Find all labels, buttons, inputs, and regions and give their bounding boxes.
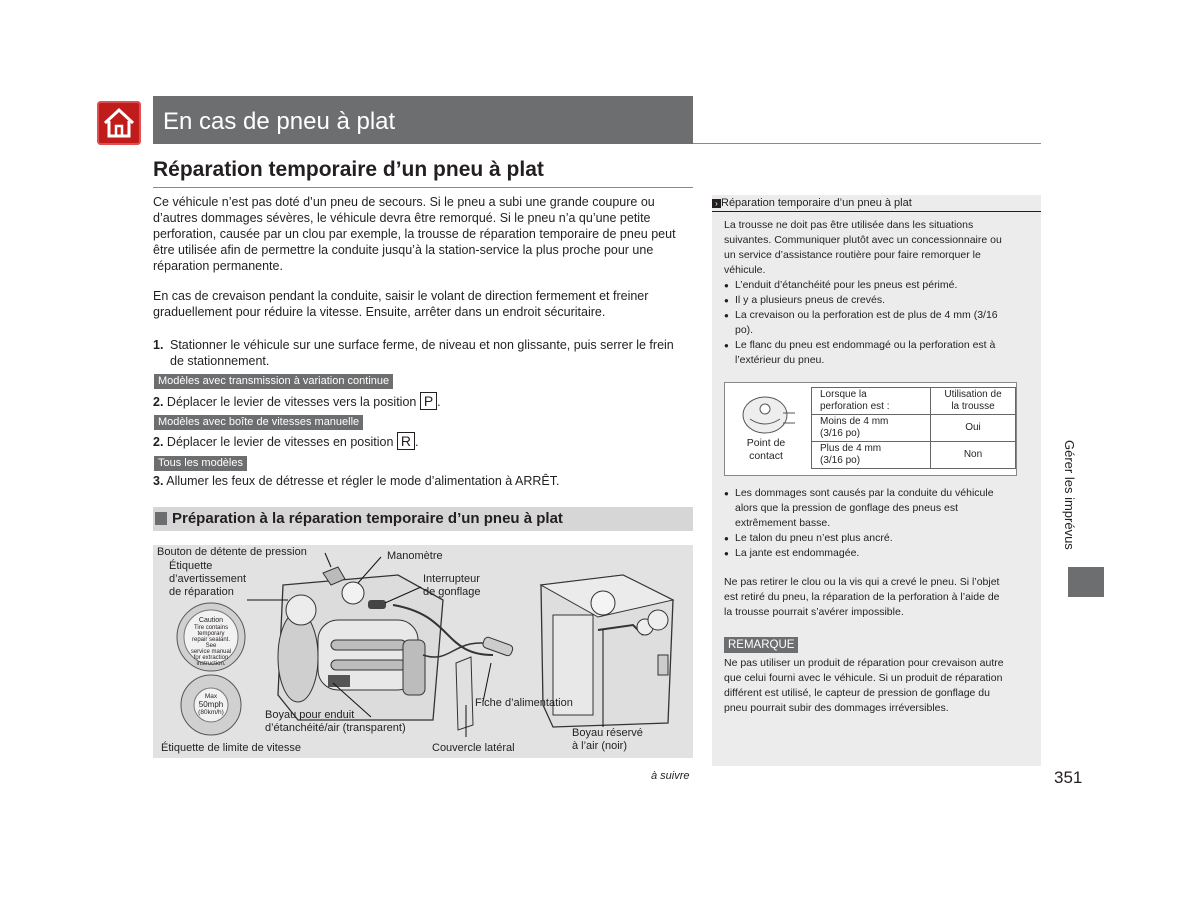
text-line: Étiquette xyxy=(169,560,213,572)
text-line: repair sealant. xyxy=(191,637,231,643)
text-line: Plus de 4 mm xyxy=(820,443,882,454)
sidebar-bullets-2 xyxy=(724,486,1024,561)
section-divider xyxy=(153,187,693,188)
page-number: 351 xyxy=(1054,768,1083,787)
text-line: ● L’enduit d’étanchéité pour les pneus est périmé. xyxy=(735,279,958,291)
sidebar-nail-paragraph xyxy=(724,575,1024,620)
gear-p-key: P xyxy=(420,392,437,410)
text-line: instruction. xyxy=(196,661,226,667)
text-line: Caution xyxy=(198,617,224,624)
step-number: 2. xyxy=(153,435,164,449)
text-line: un service d’assistance routière pour faire remorquer le xyxy=(724,249,981,261)
text-line: (80km/h) xyxy=(198,709,224,716)
text-line: po). xyxy=(735,324,754,336)
driving-paragraph xyxy=(153,288,693,320)
step-number: 3. xyxy=(153,474,164,488)
text-line: Max xyxy=(204,693,218,700)
table-row xyxy=(812,442,1016,469)
text-line: ● Les dommages sont causés par la conduite du véhicule xyxy=(735,487,994,499)
text-line: d’étanchéité/air (transparent) xyxy=(265,722,406,734)
chapter-tab-label[interactable]: Gérer les imprévus xyxy=(1062,440,1077,550)
arrow-icon: › xyxy=(712,199,721,208)
label-side-cover: Couvercle latéral xyxy=(432,742,515,754)
text-line: service manual xyxy=(190,649,232,655)
table-header-cell xyxy=(931,388,1016,415)
text-line: de gonflage xyxy=(423,586,481,598)
step-1 xyxy=(153,337,163,353)
step-2-manual xyxy=(153,432,419,450)
list-item xyxy=(724,338,1024,368)
sidebar-header-text: Réparation temporaire d’un pneu à plat xyxy=(721,197,912,209)
punctuation: . xyxy=(415,435,419,449)
page-title: En cas de pneu à plat xyxy=(163,108,396,135)
step-3 xyxy=(153,473,559,489)
label-speed-limit: Étiquette de limite de vitesse xyxy=(161,742,302,754)
list-item xyxy=(724,278,1024,293)
text-line: ● Le talon du pneu n’est plus ancré. xyxy=(735,532,893,544)
text-line: de stationnement. xyxy=(170,354,270,368)
text-line: réparation permanente. xyxy=(153,259,283,273)
text-line: graduellement pour réduire la vitesse. Ensuite, arrêter dans un endroit sécuritaire. xyxy=(153,305,606,319)
step-number: 2. xyxy=(153,395,164,409)
text-line: Stationner le véhicule sur une surface ferme, de niveau et non glissante, puis serrer le frein xyxy=(170,338,674,352)
text-line: perforation, causée par un clou par exemple, la trousse de réparation temporaire de pneu peut xyxy=(153,227,676,241)
text-line: alors que la pression de gonflage des pneus est xyxy=(735,502,958,514)
home-icon[interactable] xyxy=(97,101,141,145)
text-line: être utilisée afin de permettre la conduite jusqu’à la station-service la plus proche pour une xyxy=(153,243,654,257)
tag-all-models: Tous les modèles xyxy=(154,456,247,471)
text-line: 50mph xyxy=(198,700,224,709)
text-line: ● La crevaison ou la perforation est de plus de 4 mm (3/16 xyxy=(735,309,998,321)
text-line: de réparation xyxy=(169,586,234,598)
text-line: Boyau pour enduit xyxy=(265,709,355,721)
list-item xyxy=(724,486,1024,531)
text-line: d’autres dommages sévères, le véhicule devra être remorqué. Si le pneu n’a qu’une petite xyxy=(153,211,651,225)
text-line: ● La jante est endommagée. xyxy=(735,547,860,559)
label-release-button: Bouton de détente de pression xyxy=(157,546,307,558)
text-line: contact xyxy=(749,450,783,462)
sidebar-header xyxy=(712,195,1041,212)
table-cell: Oui xyxy=(931,415,1016,442)
text-line: (3/16 po) xyxy=(820,428,861,439)
text-line: perforation est : xyxy=(820,401,890,412)
text-line: la trousse xyxy=(951,401,995,412)
table-cell: Non xyxy=(931,442,1016,469)
text-line: véhicule. xyxy=(724,264,766,276)
list-item xyxy=(724,546,1024,561)
text-line: pneu pourrait subir des dommages irréversibles. xyxy=(724,702,949,714)
text-line: suivantes. Communiquer plutôt avec un concessionnaire ou xyxy=(724,234,1002,246)
text-line: l’extérieur du pneu. xyxy=(735,354,825,366)
speed-label-text xyxy=(194,693,228,716)
tire-contact-icon xyxy=(735,389,805,441)
table-header-row xyxy=(812,388,1016,415)
continue-label: à suivre xyxy=(651,770,690,782)
text-line: for extraction xyxy=(193,655,229,661)
label-gauge: Manomètre xyxy=(387,550,443,562)
label-power-plug: Fiche d’alimentation xyxy=(475,697,573,709)
text-line: la trousse pourrait s’avérer impossible. xyxy=(724,606,904,618)
sidebar-intro xyxy=(724,218,1024,368)
text-line: Ne pas retirer le clou ou la vis qui a crevé le pneu. Si l’objet xyxy=(724,576,1000,588)
intro-paragraph xyxy=(153,194,693,274)
section-heading: Réparation temporaire d’un pneu à plat xyxy=(153,158,544,181)
remarque-badge: REMARQUE xyxy=(724,637,798,653)
text-line: d’avertissement xyxy=(169,573,247,585)
text-line: Interrupteur xyxy=(423,573,480,585)
text-line: à l’air (noir) xyxy=(572,740,628,752)
text-line: See xyxy=(205,643,217,649)
text-line: extrêmement basse. xyxy=(735,517,831,529)
punctuation: . xyxy=(437,395,441,409)
list-item xyxy=(724,308,1024,338)
text-line: Boyau réservé xyxy=(572,727,643,739)
list-item xyxy=(724,531,1024,546)
step-1-text xyxy=(170,337,695,369)
text-line: Tire contains temporary xyxy=(193,625,229,637)
text-line: ● Le flanc du pneu est endommagé ou la perforation est à xyxy=(735,339,996,351)
table-header-cell xyxy=(812,388,931,415)
label-inflation-switch xyxy=(423,573,481,599)
tag-manual-models: Modèles avec boîte de vitesses manuelle xyxy=(154,415,363,430)
text-line: Utilisation de xyxy=(944,389,1002,400)
tag-cvt-models: Modèles avec transmission à variation continue xyxy=(154,374,393,389)
subsection-marker xyxy=(155,512,167,525)
text-line: Lorsque la xyxy=(820,389,867,400)
chapter-tab[interactable] xyxy=(1068,567,1104,597)
text-line: Point de xyxy=(746,437,786,449)
step-text: Déplacer le levier de vitesses vers la position xyxy=(166,395,417,409)
table-cell xyxy=(812,442,931,469)
contact-point-label xyxy=(731,437,801,463)
repair-kit-figure xyxy=(153,545,693,758)
text-line: (3/16 po) xyxy=(820,455,861,466)
table-row xyxy=(812,415,1016,442)
text-line: Ne pas utiliser un produit de réparation pour crevaison autre xyxy=(724,657,1004,669)
puncture-table xyxy=(811,387,1016,469)
list-item xyxy=(724,293,1024,308)
gear-r-key: R xyxy=(397,432,415,450)
title-divider xyxy=(693,143,1041,144)
text-line: est retiré du pneu, la réparation de la perforation à l’aide de xyxy=(724,591,1000,603)
step-text: Déplacer le levier de vitesses en position xyxy=(166,435,394,449)
subsection-heading: Préparation à la réparation temporaire d’un pneu à plat xyxy=(172,510,563,527)
step-number: 1. xyxy=(153,338,164,352)
text-line: Ce véhicule n’est pas doté d’un pneu de secours. Si le pneu a subi une grande coupure ou xyxy=(153,195,655,209)
label-air-hose xyxy=(572,727,643,753)
text-line: En cas de crevaison pendant la conduite, saisir le volant de direction fermement et freiner xyxy=(153,289,649,303)
text-line: que celui fourni avec le véhicule. Si un produit de réparation xyxy=(724,672,1003,684)
caution-label-text xyxy=(184,616,238,667)
house-icon xyxy=(97,101,141,145)
label-sealant-hose xyxy=(265,709,406,735)
text-line: La trousse ne doit pas être utilisée dans les situations xyxy=(724,219,974,231)
remarque-paragraph xyxy=(724,656,1024,716)
step-text: Allumer les feux de détresse et régler le mode d’alimentation à ARRÊT. xyxy=(166,474,560,488)
text-line: différent est utilisé, le capteur de pression de gonflage du xyxy=(724,687,990,699)
text-line: Moins de 4 mm xyxy=(820,416,889,427)
text-line: ● Il y a plusieurs pneus de crevés. xyxy=(735,294,885,306)
label-warning-label xyxy=(169,560,246,599)
step-2-cvt xyxy=(153,392,441,410)
table-cell xyxy=(812,415,931,442)
puncture-size-table xyxy=(724,382,1017,476)
